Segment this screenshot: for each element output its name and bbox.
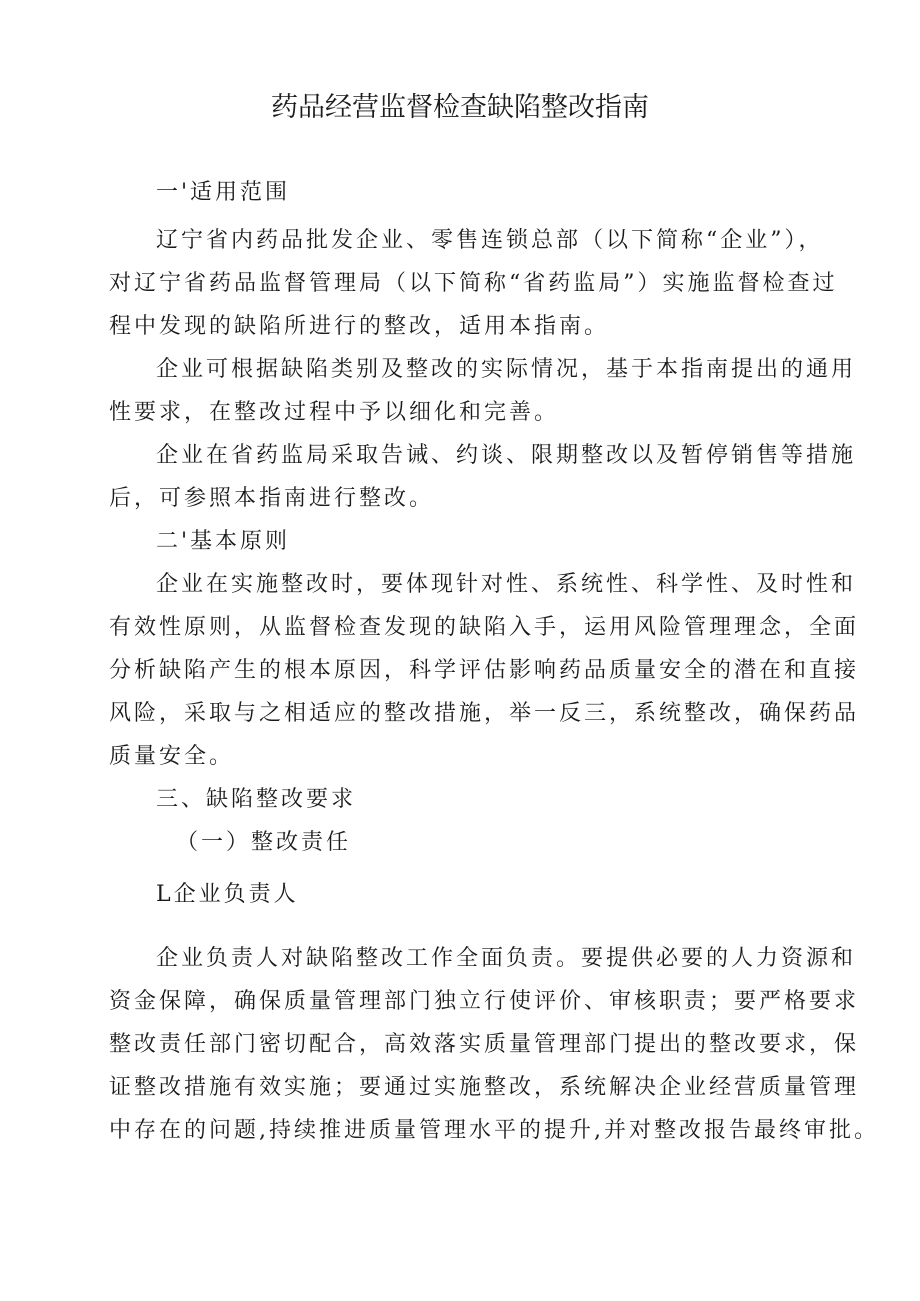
paragraph-line: 风险，采取与之相适应的整改措施，举一反三，系统整改，确保药品: [109, 701, 860, 726]
paragraph-line: 分析缺陷产生的根本原因，科学评估影响药品质量安全的潜在和直接: [109, 658, 860, 683]
paragraph-line: 有效性原则，从监督检查发现的缺陷入手，运用风险管理理念，全面: [109, 615, 860, 640]
section-heading-scope: 一'适用范围: [156, 180, 291, 205]
paragraph-line: 证整改措施有效实施；要通过实施整改，系统解决企业经营质量管理: [109, 1075, 860, 1100]
paragraph-line: 企业可根据缺陷类别及整改的实际情况，基于本指南提出的通用: [156, 357, 857, 382]
paragraph-line: 中存在的问题,持续推进质量管理水平的提升,并对整改报告最终审批。: [109, 1118, 879, 1143]
section-heading-requirements: 三、缺陷整改要求: [156, 787, 357, 812]
paragraph-line: 程中发现的缺陷所进行的整改，适用本指南。: [109, 314, 610, 339]
item-heading-leader: L企业负责人: [156, 882, 299, 907]
paragraph-line: 质量安全。: [109, 744, 235, 769]
subsection-heading-responsibility: （一）整改责任: [176, 830, 352, 855]
section-heading-principles: 二'基本原则: [156, 529, 291, 554]
paragraph-line: 企业在实施整改时，要体现针对性、系统性、科学性、及时性和: [156, 572, 857, 597]
document-title: 药品经营监督检查缺陷整改指南: [271, 92, 649, 123]
paragraph-line: 对辽宁省药品监督管理局（以下简称“省药监局”）实施监督检查过: [109, 271, 838, 296]
paragraph-line: 企业负责人对缺陷整改工作全面负责。要提供必要的人力资源和: [156, 946, 857, 971]
paragraph-line: 后，可参照本指南进行整改。: [109, 486, 435, 511]
paragraph-line: 整改责任部门密切配合，高效落实质量管理部门提出的整改要求，保: [109, 1032, 860, 1057]
paragraph-line: 企业在省药监局采取告诫、约谈、限期整改以及暂停销售等措施: [156, 443, 857, 468]
paragraph-line: 资金保障，确保质量管理部门独立行使评价、审核职责；要严格要求: [109, 989, 860, 1014]
paragraph-line: 性要求，在整改过程中予以细化和完善。: [109, 400, 560, 425]
paragraph-line: 辽宁省内药品批发企业、零售连锁总部（以下简称“企业”），: [156, 228, 824, 253]
